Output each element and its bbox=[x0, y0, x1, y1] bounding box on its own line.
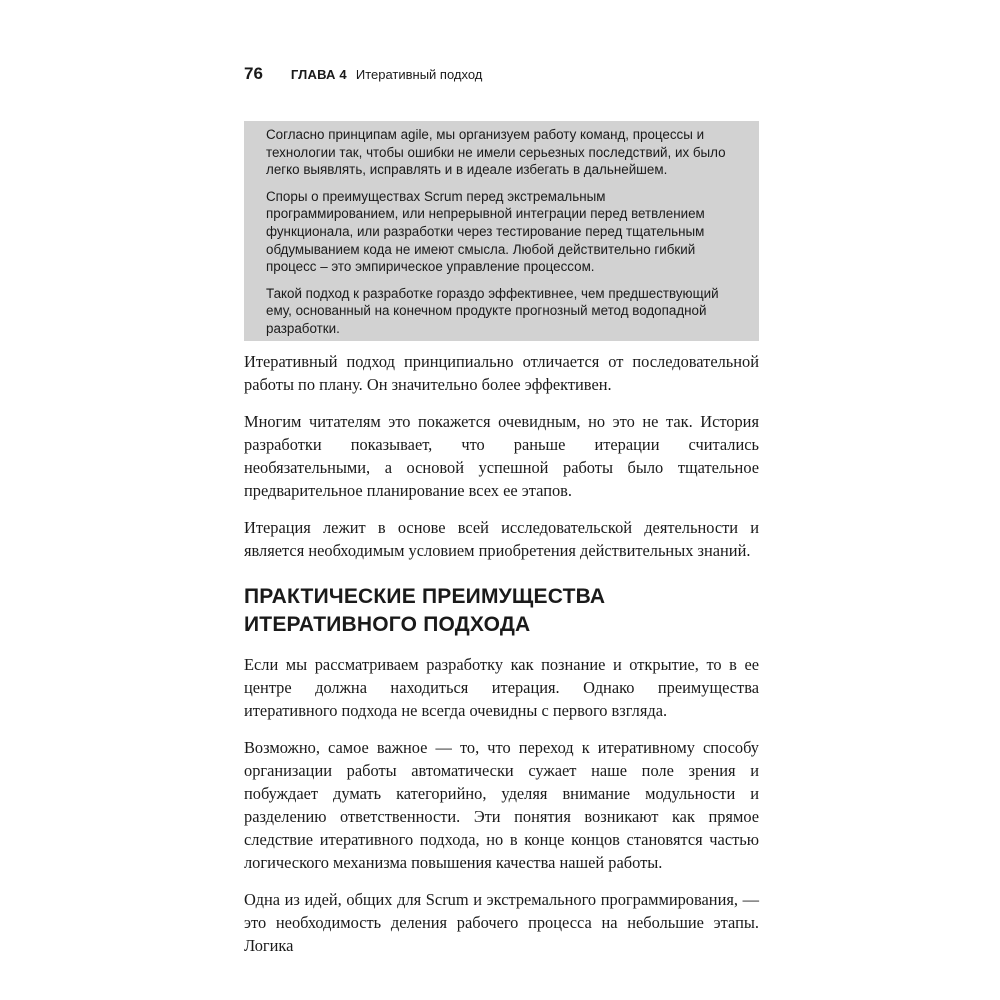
section-text bbox=[244, 653, 759, 971]
body-paragraph: Многим читателям это покажется очевидным, но это не так. История разработки показывает, что раньше итерации считались необязательными, а основой успешной работы было тщательное предварительное планирование всех ее этапов. bbox=[244, 412, 759, 500]
section-heading-line: ПРАКТИЧЕСКИЕ ПРЕИМУЩЕСТВА bbox=[244, 585, 606, 608]
callout-paragraph: Споры о преимуществах Scrum перед экстремальным программированием, или непрерывной интеграции перед ветвлением функционала, или разработки через тестирование перед тщательным обдумыванием кода не имеют смысла. Любой действительно гибкий процесс – это эмпирическое управление процессом. bbox=[266, 188, 705, 275]
running-header bbox=[244, 64, 482, 84]
intro-text bbox=[244, 350, 759, 576]
body-paragraph: Одна из идей, общих для Scrum и экстремального программирования, — это необходимость деления рабочего процесса на небольшие этапы. Логика bbox=[244, 890, 759, 955]
chapter-title: Итеративный подход bbox=[355, 67, 483, 82]
chapter-label: ГЛАВА 4 bbox=[290, 67, 347, 82]
body-paragraph: Если мы рассматриваем разработку как познание и открытие, то в ее центре должна находиться итерация. Однако преимущества итеративного подхода не всегда очевидны с первого взгляда. bbox=[244, 655, 759, 720]
section-heading-line: ИТЕРАТИВНОГО ПОДХОДА bbox=[244, 613, 531, 636]
body-paragraph: Итерация лежит в основе всей исследовательской деятельности и является необходимым условием приобретения действительных знаний. bbox=[244, 518, 759, 560]
body-paragraph: Итеративный подход принципиально отличается от последовательной работы по плану. Он значительно более эффективен. bbox=[244, 352, 759, 394]
section-heading bbox=[244, 583, 759, 639]
callout-paragraph: Согласно принципам agile, мы организуем работу команд, процессы и технологии так, чтобы ошибки не имели серьезных последствий, их было легко выявлять, исправлять и в идеале избегать в дальнейшем. bbox=[266, 127, 726, 178]
page-number: 76 bbox=[244, 64, 263, 83]
callout-box bbox=[244, 121, 759, 341]
body-paragraph: Возможно, самое важное — то, что переход к итеративному способу организации работы автоматически сужает наше поле зрения и побуждает думать категорийно, уделяя внимание модульности и разделению ответственности. Эти понятия возникают как прямое следствие итеративного подхода, но в конце концов становятся частью логического механизма повышения качества нашей работы. bbox=[244, 738, 759, 872]
callout-paragraph: Такой подход к разработке гораздо эффективнее, чем предшествующий ему, основанный на конечном продукте прогнозный метод водопадной разработки. bbox=[266, 285, 719, 336]
